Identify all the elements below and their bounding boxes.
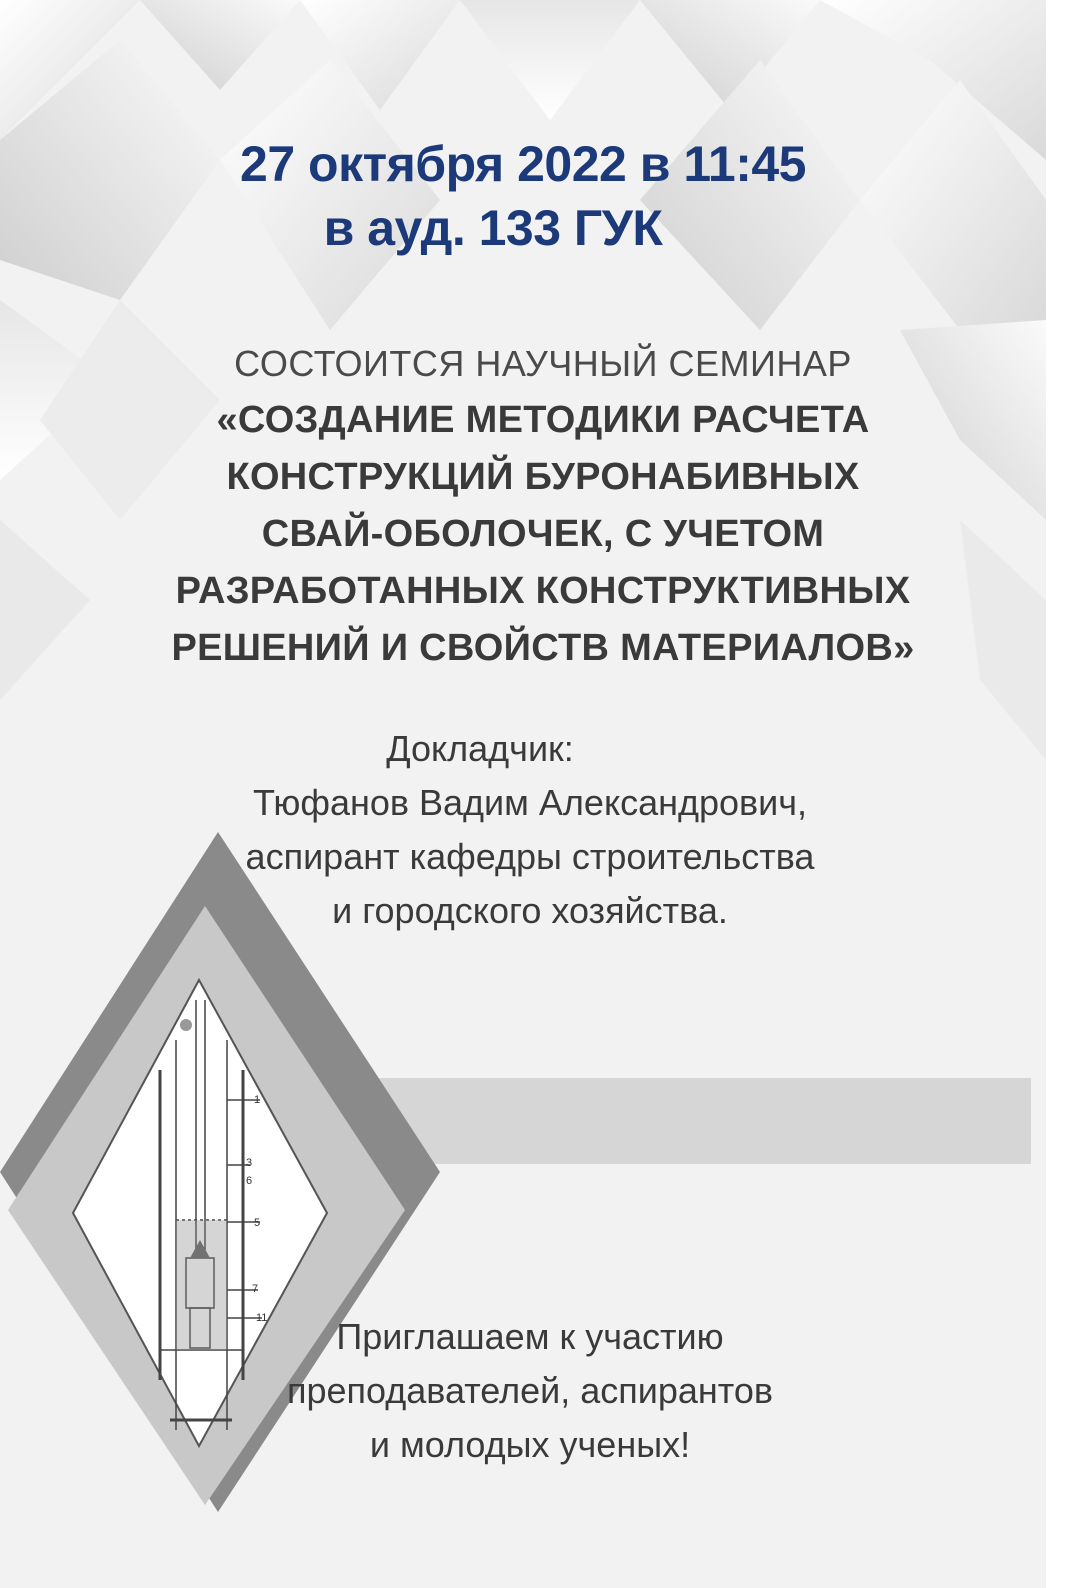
date-line: 27 октября 2022 в 11:45 <box>240 136 806 192</box>
speaker-label: Докладчик: <box>386 728 574 769</box>
title-line: КОНСТРУКЦИЙ БУРОНАБИВНЫХ <box>226 456 860 498</box>
invite-line: и молодых ученых! <box>369 1424 691 1465</box>
event-datetime <box>0 132 1046 260</box>
invite-line: Приглашаем к участию <box>336 1316 724 1357</box>
drawing-label: 1 <box>254 1094 261 1106</box>
seminar-title <box>20 392 1066 677</box>
seminar-intro: СОСТОИТСЯ НАУЧНЫЙ СЕМИНАР <box>234 343 852 384</box>
drawing-label: 5 <box>254 1217 261 1229</box>
title-line: РЕШЕНИЙ И СВОЙСТВ МАТЕРИАЛОВ» <box>171 627 915 669</box>
title-line: РАЗРАБОТАННЫХ КОНСТРУКТИВНЫХ <box>175 570 911 612</box>
drawing-label: 7 <box>252 1283 259 1295</box>
drawing-label: 11 <box>256 1312 268 1324</box>
invite-line: преподавателей, аспирантов <box>286 1370 774 1411</box>
decorative-bar <box>340 1078 1031 1164</box>
speaker-position: и городского хозяйства. <box>332 890 728 931</box>
right-margin-strip <box>1046 0 1091 1588</box>
title-line: СВАЙ-ОБОЛОЧЕК, С УЧЕТОМ <box>261 513 825 555</box>
invitation <box>120 1310 940 1472</box>
drawing-label: 3 <box>246 1157 253 1169</box>
speaker-position: аспирант кафедры строительства <box>245 836 815 877</box>
room-line: в ауд. 133 ГУК <box>323 200 663 256</box>
drawing-label: 6 <box>246 1175 253 1187</box>
speaker-name: Тюфанов Вадим Александрович, <box>252 782 808 823</box>
title-line: «СОЗДАНИЕ МЕТОДИКИ РАСЧЕТА <box>216 399 870 441</box>
